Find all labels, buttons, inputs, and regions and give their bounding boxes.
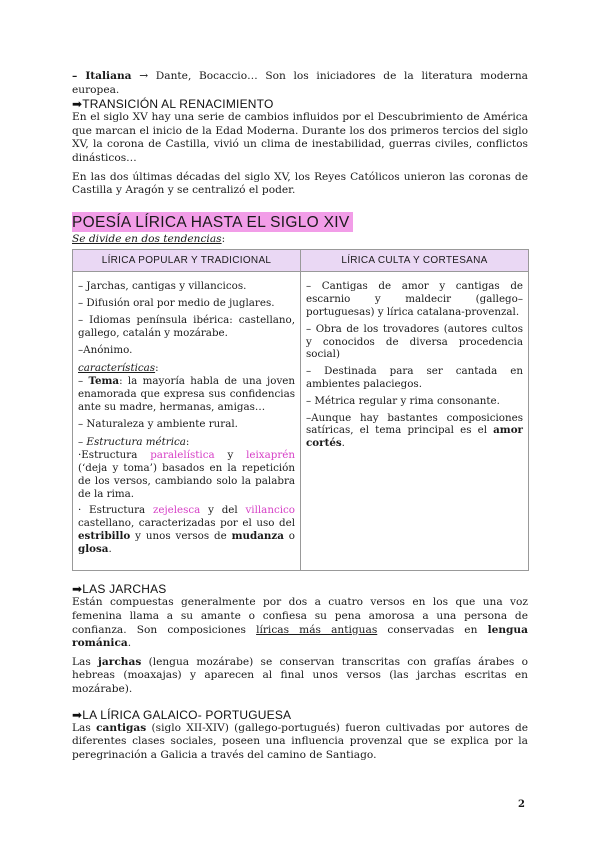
tema-dash: – [78,375,89,388]
popular-cell [73,272,301,571]
estructura-label [78,436,295,449]
col-header-culta: LÍRICA CULTA Y CORTESANA [301,250,529,272]
galaico-heading: ➡LA LÍRICA GALAICO- PORTUGUESA [72,707,292,722]
term-paralelistica: paralelística [150,449,215,462]
list-item: – Naturaleza y ambiente rural. [78,417,238,430]
term-glosa: glosa [78,542,109,555]
subtitle-text: Se divide en dos tendencias [72,232,222,245]
g1a: Las [72,721,97,734]
jarchas-paragraph-2 [72,656,528,697]
arrow-icon: → [131,70,156,82]
galaico-paragraph [72,722,528,763]
term-villancico: villancico [245,504,295,517]
transicion-heading: ➡TRANSICIÓN AL RENACIMIENTO [72,97,274,112]
caract-colon: : [155,362,159,375]
term-estribillo: estribillo [78,529,131,542]
e2k: . [108,542,112,555]
list-item: – Métrica regular y rima consonante. [306,394,500,407]
transicion-paragraph-1: En el siglo XV hay una serie de cambios influidos por el Descubrimiento de América que marcan el inicio de la Edad Moderna. Durante los dos primeros tercios del siglo XV, la corona de Castilla, vivió un clima de inestabilidad, guerras civiles, conflictos dinásticos… [72,111,528,164]
amor-end: . [341,437,345,450]
poesia-subtitle [72,233,528,247]
italiana-line [72,70,528,97]
estructura-colon: : [185,436,190,449]
e1e: (‘deja y toma’) basados en la repetición de los versos, cambiando solo la palabra de la rima. [78,461,295,500]
list-item: –Anónimo. [78,343,133,356]
table-row [73,272,529,571]
table-header-row [73,250,529,272]
estructura-item-1 [78,449,295,500]
j1c: . [127,637,132,650]
list-item: – Obra de los trovadores (autores cultos y conocidos de diversa procedencia social) [306,322,523,361]
tema-label: Tema [88,375,120,388]
list-item: – Difusión oral por medio de juglares. [78,297,275,310]
list-item: – Idiomas península ibérica: castellano, gallego, catalán y mozárabe. [78,313,295,339]
e2e: castellano, caracterizadas por el uso del [78,517,295,530]
list-item: – Jarchas, cantigas y villancicos. [78,280,247,293]
e2c: y del [200,504,246,517]
j2b: (lengua mozárabe) se conservan transcritas con grafías árabes o hebreas (moaxajas) y aparecen al final unos versos (las jarchas escritas en mozárabe). [72,655,528,695]
term-amor-cortes: amor cortés [306,424,523,450]
e1c: y [214,449,247,462]
tema-text: : la mayoría habla de una joven enamorada que expresa sus confidencias ante su madre, hermanas, amigas… [78,375,295,413]
j1a: Están compuestas generalmente por dos a cuatro versos en los que una voz femenina llama a su amante o confiesa su pena amorosa a una persona de confianza. Son composiciones [72,596,528,636]
amor-cortes-item [306,412,523,450]
poesia-heading-wrap [72,212,528,232]
jarchas-paragraph-1 [72,596,528,650]
lyric-comparison-table [72,249,529,571]
caract-text: características [78,362,156,375]
estructura-item-2 [78,504,295,555]
caracteristicas-label [78,362,295,375]
list-item: – Destinada para ser cantada en ambientes palaciegos. [306,365,523,390]
transicion-paragraph-2: En las dos últimas décadas del siglo XV, los Reyes Católicos unieron las coronas de Castilla y Aragón y se centralizó el poder. [72,170,528,197]
estructura-text: – Estructura métrica [78,436,186,449]
term-zejelesca: zejelesca [152,504,201,517]
j2a: Las [72,655,99,668]
italiana-label: – Italiana [72,70,132,82]
subtitle-colon: : [221,232,226,245]
j1b: conservadas en [377,623,488,636]
term-lengua-romanica: lengua románica [72,623,529,650]
e2g: y unos versos de [130,529,232,542]
jarchas-heading: ➡LAS JARCHAS [72,582,167,597]
culta-cell [301,272,529,571]
e1a: ·Estructura [78,449,151,462]
e2a: · Estructura [78,504,153,517]
poesia-heading: POESÍA LÍRICA HASTA EL SIGLO XIV [72,212,353,232]
page-number: 2 [518,799,525,810]
list-item: – Cantigas de amor y cantigas de escarnio y maldecir (gallego–portuguesas) y lírica catalana-provenzal. [306,280,523,318]
document-page [72,66,528,762]
term-mudanza: mudanza [231,529,284,542]
amor-text: –Aunque hay bastantes composiciones satíricas, el tema principal es el [306,411,523,437]
term-cantigas: cantigas [96,721,147,734]
italiana-text: Dante, Bocaccio… Son los iniciadores de la literatura moderna europea. [72,70,528,96]
col-header-popular: LÍRICA POPULAR Y TRADICIONAL [73,250,301,272]
tema-item [78,375,295,413]
e2i: o [283,529,295,542]
j1u: líricas más antiguas [256,623,378,636]
term-leixapren: leixaprén [246,449,295,462]
g1b: (siglo XII-XIV) (gallego-portugués) fueron cultivadas por autores de diferentes clases sociales, poseen una influencia provenzal que se explica por la peregrinación a Galicia a través del camino de Santiago. [72,721,528,761]
term-jarchas: jarchas [98,655,142,668]
